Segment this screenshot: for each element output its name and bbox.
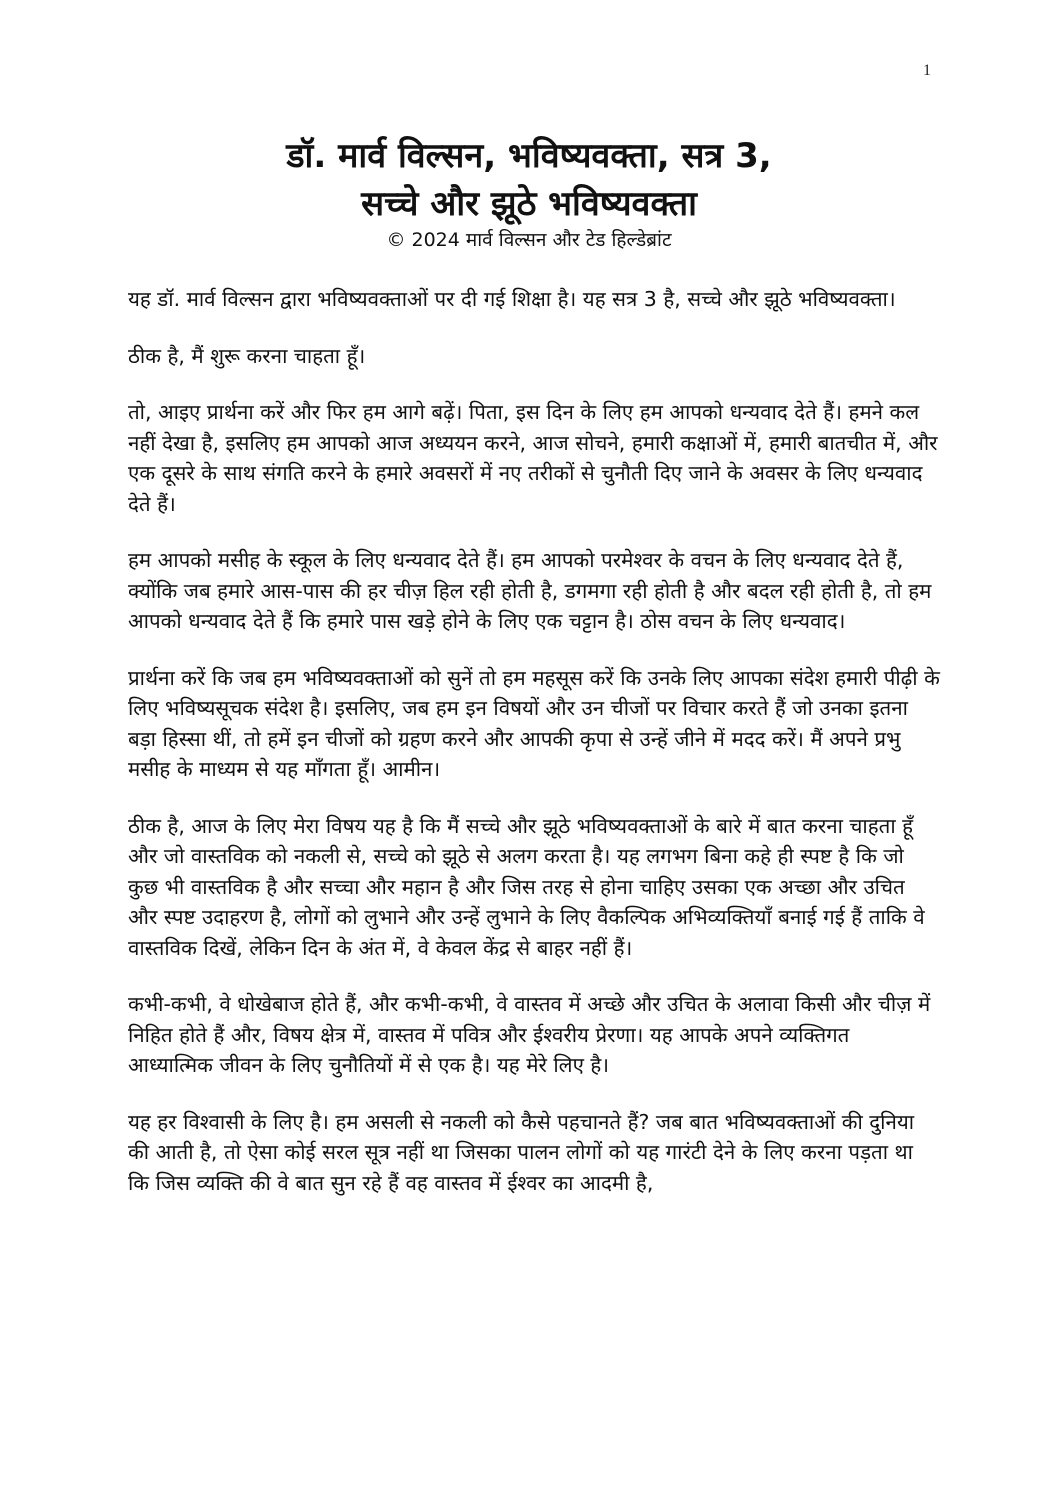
paragraph-7: कभी-कभी, वे धोखेबाज होते हैं, और कभी-कभी, वे वास्तव में अच्छे और उचित के अलावा किसी और चीज़ में निहित होते हैं और, विषय क्षेत्र में, वास्तव में पवित्र और ईश्वरीय प्रेरणा। यह आपके अपने व्यक्तिगत आध्यात्मिक जीवन के लिए चुनौतियों में से एक है। यह मेरे लिए है। bbox=[128, 992, 931, 1077]
document-body bbox=[128, 284, 940, 1224]
paragraph-5: प्रार्थना करें कि जब हम भविष्यवक्ताओं को सुनें तो हम महसूस करें कि उनके लिए आपका संदेश हमारी पीढ़ी के लिए भविष्यसूचक संदेश है। इसलिए, जब हम इन विषयों और उन चीजों पर विचार करते हैं जो उनका इतना बड़ा हिस्सा थीं, तो हमें इन चीजों को ग्रहण करने और आपकी कृपा से उन्हें जीने में मदद करें। मैं अपने प्रभु मसीह के माध्यम से यह माँगता हूँ। आमीन। bbox=[128, 665, 940, 781]
paragraph-3: तो, आइए प्रार्थना करें और फिर हम आगे बढ़ें। पिता, इस दिन के लिए हम आपको धन्यवाद देते हैं। हमने कल नहीं देखा है, इसलिए हम आपको आज अध्ययन करने, आज सोचने, हमारी कक्षाओं में, हमारी बातचीत में, और एक दूसरे के साथ संगति करने के हमारे अवसरों में नए तरीकों से चुनौती दिए जाने के अवसर के लिए धन्यवाद देते हैं। bbox=[128, 400, 938, 516]
paragraph-1: यह डॉ. मार्व विल्सन द्वारा भविष्यवक्ताओं पर दी गई शिक्षा है। यह सत्र 3 है, सच्चे और झूठे भविष्यवक्ता। bbox=[128, 287, 896, 311]
title-line-1: डॉ. मार्व विल्सन, भविष्यवक्ता, सत्र 3, bbox=[286, 136, 772, 176]
paragraph-8: यह हर विश्वासी के लिए है। हम असली से नकली को कैसे पहचानते हैं? जब बात भविष्यवक्ताओं की दुनिया की आती है, तो ऐसा कोई सरल सूत्र नहीं था जिसका पालन लोगों को यह गारंटी देने के लिए करना पड़ता था कि जिस व्यक्ति की वे बात सुन रहे हैं वह वास्तव में ईश्वर का आदमी है, bbox=[128, 1109, 915, 1195]
copyright-notice: © 2024 मार्व विल्सन और टेड हिल्डेब्रांट bbox=[386, 229, 672, 251]
paragraph-2: ठीक है, मैं शुरू करना चाहता हूँ। bbox=[128, 343, 366, 368]
paragraph-6: ठीक है, आज के लिए मेरा विषय यह है कि मैं सच्चे और झूठे भविष्यवक्ताओं के बारे में बात करना चाहता हूँ और जो वास्तविक को नकली से, सच्चे को झूठे से अलग करता है। यह लगभग बिना कहे ही स्पष्ट है कि जो कुछ भी वास्तविक है और सच्चा और महान है और जिस तरह से होना चाहिए उसका एक अच्छा और उचित और स्पष्ट उदाहरण है, लोगों को लुभाने और उन्हें लुभाने के लिए वैकल्पिक अभिव्यक्तियाँ बनाई गई हैं ताकि वे वास्तविक दिखें, लेकिन दिन के अंत में, वे केवल केंद्र से बाहर नहीं हैं। bbox=[128, 813, 925, 960]
title-line-2: सच्चे और झूठे भविष्यवक्ता bbox=[361, 184, 697, 224]
paragraph-4: हम आपको मसीह के स्कूल के लिए धन्यवाद देते हैं। हम आपको परमेश्वर के वचन के लिए धन्यवाद देते हैं, क्योंकि जब हमारे आस-पास की हर चीज़ हिल रही होती है, डगमगा रही होती है और बदल रही होती है, तो हम आपको धन्यवाद देते हैं कि हमारे पास खड़े होने के लिए एक चट्टान है। ठोस वचन के लिए धन्यवाद। bbox=[128, 548, 932, 633]
page-title bbox=[0, 132, 1058, 228]
page-number: 1 bbox=[923, 62, 931, 79]
